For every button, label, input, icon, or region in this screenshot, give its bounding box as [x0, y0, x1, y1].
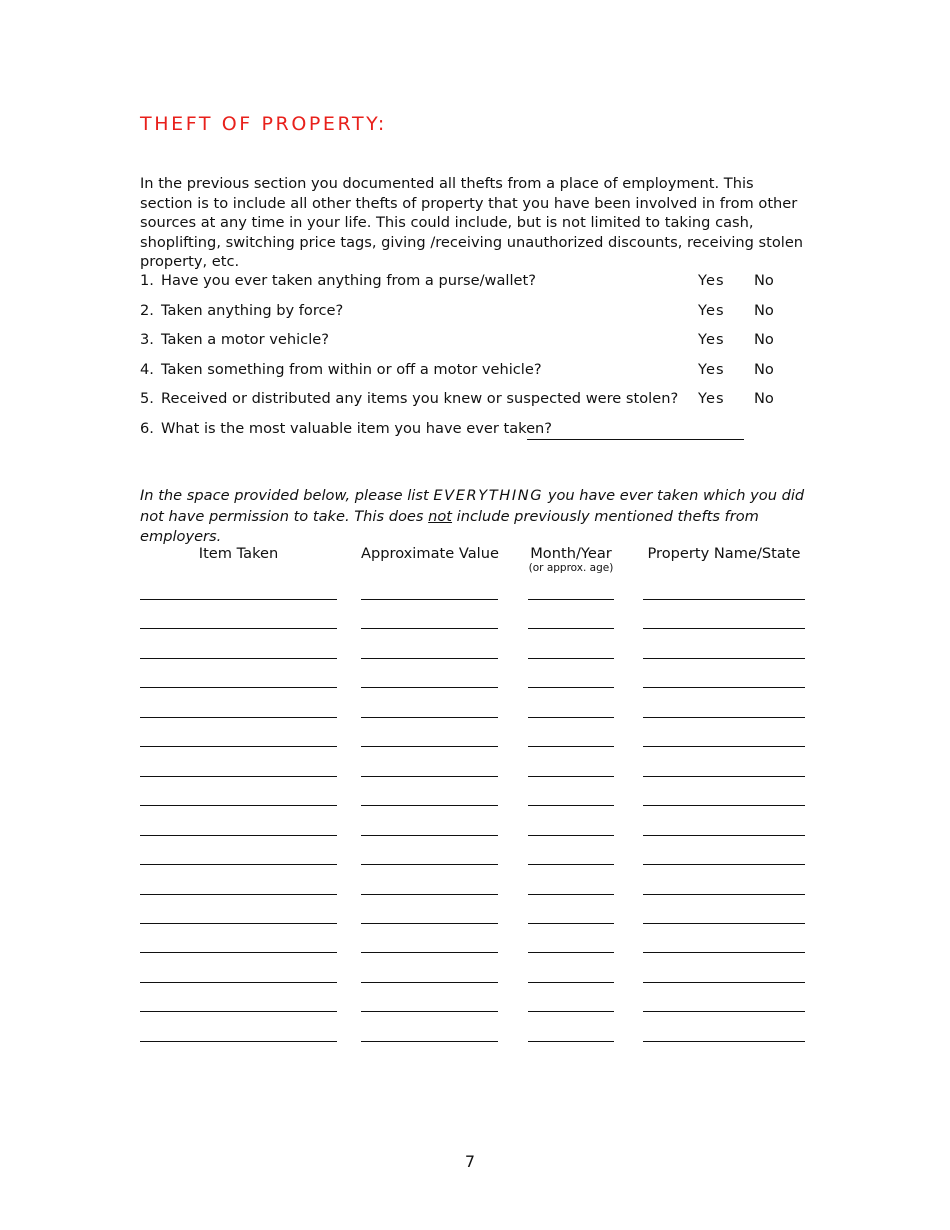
column-header-month-year-label: Month/Year [530, 545, 612, 562]
property-name-state-blank[interactable] [643, 952, 805, 953]
item-taken-blank[interactable] [140, 1041, 337, 1042]
item-taken-blank[interactable] [140, 628, 337, 629]
yes-option[interactable]: Yes [698, 360, 725, 378]
question-text: Taken something from within or off a motor vehicle? [161, 360, 542, 378]
approximate-value-blank[interactable] [361, 599, 498, 600]
question-number: 1. [140, 272, 154, 289]
property-name-state-blank[interactable] [643, 746, 805, 747]
yes-option[interactable]: Yes [698, 390, 725, 407]
month-year-blank[interactable] [528, 864, 614, 865]
column-header-property-name-state: Property Name/State [647, 545, 801, 562]
item-taken-blank[interactable] [140, 776, 337, 777]
page-number: 7 [464, 1152, 476, 1171]
item-taken-blank[interactable] [140, 952, 337, 953]
approximate-value-blank[interactable] [361, 746, 498, 747]
no-option[interactable]: No [754, 390, 774, 407]
month-year-blank[interactable] [528, 894, 614, 895]
property-name-state-blank[interactable] [643, 776, 805, 777]
question-4 [140, 359, 800, 389]
question-number: 6. [140, 419, 154, 437]
item-taken-blank[interactable] [140, 658, 337, 659]
month-year-blank[interactable] [528, 923, 614, 924]
approximate-value-blank[interactable] [361, 776, 498, 777]
yes-option[interactable]: Yes [698, 301, 725, 319]
item-taken-blank[interactable] [140, 805, 337, 806]
item-taken-blank[interactable] [140, 864, 337, 865]
month-year-blank[interactable] [528, 776, 614, 777]
property-name-state-blank[interactable] [643, 982, 805, 983]
approximate-value-blank[interactable] [361, 1011, 498, 1012]
yes-option[interactable]: Yes [698, 272, 725, 289]
list-instructions [140, 486, 820, 548]
property-name-state-blank[interactable] [643, 805, 805, 806]
month-year-blank[interactable] [528, 805, 614, 806]
approximate-value-blank[interactable] [361, 864, 498, 865]
property-name-state-blank[interactable] [643, 1041, 805, 1042]
item-taken-blank[interactable] [140, 982, 337, 983]
yes-option[interactable]: Yes [698, 331, 725, 348]
month-year-blank[interactable] [528, 1011, 614, 1012]
month-year-blank[interactable] [528, 952, 614, 953]
approximate-value-blank[interactable] [361, 628, 498, 629]
approximate-value-blank[interactable] [361, 894, 498, 895]
column-header-approximate-value: Approximate Value [361, 545, 499, 562]
approximate-value-blank[interactable] [361, 923, 498, 924]
property-name-state-blank[interactable] [643, 835, 805, 836]
property-name-state-blank[interactable] [643, 894, 805, 895]
item-taken-blank[interactable] [140, 717, 337, 718]
question-text: Taken a motor vehicle? [161, 331, 329, 348]
property-name-state-blank[interactable] [643, 864, 805, 865]
section-title: THEFT OF PROPERTY: [140, 113, 387, 135]
month-year-blank[interactable] [528, 982, 614, 983]
item-taken-blank[interactable] [140, 1011, 337, 1012]
question-number: 5. [140, 390, 154, 407]
month-year-blank[interactable] [528, 1041, 614, 1042]
property-name-state-blank[interactable] [643, 1011, 805, 1012]
question-5 [140, 388, 800, 418]
no-option[interactable]: No [754, 301, 774, 319]
column-header-month-year [528, 545, 614, 574]
intro-paragraph: In the previous section you documented all thefts from a place of employment. This section is to include all other thefts of property that you have been involved in from other sources at any time in your life. This could include, but is not limited to taking cash, shoplifting, switching price tags, giving /receiving unauthorized discounts, receiving stolen property, etc. [140, 175, 804, 271]
property-name-state-blank[interactable] [643, 717, 805, 718]
approximate-value-blank[interactable] [361, 658, 498, 659]
month-year-blank[interactable] [528, 835, 614, 836]
instructions-part-1: In the space provided below, please list [140, 487, 434, 504]
item-taken-blank[interactable] [140, 835, 337, 836]
question-text: What is the most valuable item you have ever taken? [161, 419, 553, 437]
column-header-month-year-sub: (or approx. age) [528, 562, 614, 574]
item-taken-blank[interactable] [140, 894, 337, 895]
approximate-value-blank[interactable] [361, 805, 498, 806]
no-option[interactable]: No [754, 360, 774, 378]
item-taken-blank[interactable] [140, 746, 337, 747]
most-valuable-item-blank[interactable] [527, 439, 744, 440]
property-name-state-blank[interactable] [643, 923, 805, 924]
question-6 [140, 418, 800, 448]
month-year-blank[interactable] [528, 717, 614, 718]
question-2 [140, 300, 800, 330]
question-3 [140, 329, 800, 359]
no-option[interactable]: No [754, 272, 774, 289]
instructions-part-2: you have ever taken which you did not have permission to take. This does [140, 487, 805, 525]
month-year-blank[interactable] [528, 687, 614, 688]
question-number: 3. [140, 331, 154, 348]
instructions-part-3: include previously mentioned thefts from employers. [140, 507, 759, 545]
question-number: 2. [140, 301, 154, 319]
property-name-state-blank[interactable] [643, 658, 805, 659]
approximate-value-blank[interactable] [361, 1041, 498, 1042]
question-text: Received or distributed any items you knew or suspected were stolen? [161, 390, 679, 407]
column-header-item-taken: Item Taken [198, 545, 279, 562]
question-number: 4. [140, 360, 154, 378]
property-name-state-blank[interactable] [643, 599, 805, 600]
item-taken-blank[interactable] [140, 923, 337, 924]
month-year-blank[interactable] [528, 628, 614, 629]
question-text: Taken anything by force? [161, 301, 344, 319]
approximate-value-blank[interactable] [361, 717, 498, 718]
instructions-emphasis: EVERYTHING [433, 487, 544, 504]
approximate-value-blank[interactable] [361, 687, 498, 688]
question-1 [140, 270, 800, 300]
month-year-blank[interactable] [528, 599, 614, 600]
approximate-value-blank[interactable] [361, 952, 498, 953]
item-taken-blank[interactable] [140, 687, 337, 688]
month-year-blank[interactable] [528, 746, 614, 747]
no-option[interactable]: No [754, 331, 774, 348]
question-list [140, 270, 800, 447]
month-year-blank[interactable] [528, 658, 614, 659]
approximate-value-blank[interactable] [361, 982, 498, 983]
instructions-underlined: not [428, 507, 453, 525]
item-taken-blank[interactable] [140, 599, 337, 600]
question-text: Have you ever taken anything from a purse/wallet? [161, 272, 536, 289]
property-name-state-blank[interactable] [643, 628, 805, 629]
approximate-value-blank[interactable] [361, 835, 498, 836]
property-name-state-blank[interactable] [643, 687, 805, 688]
